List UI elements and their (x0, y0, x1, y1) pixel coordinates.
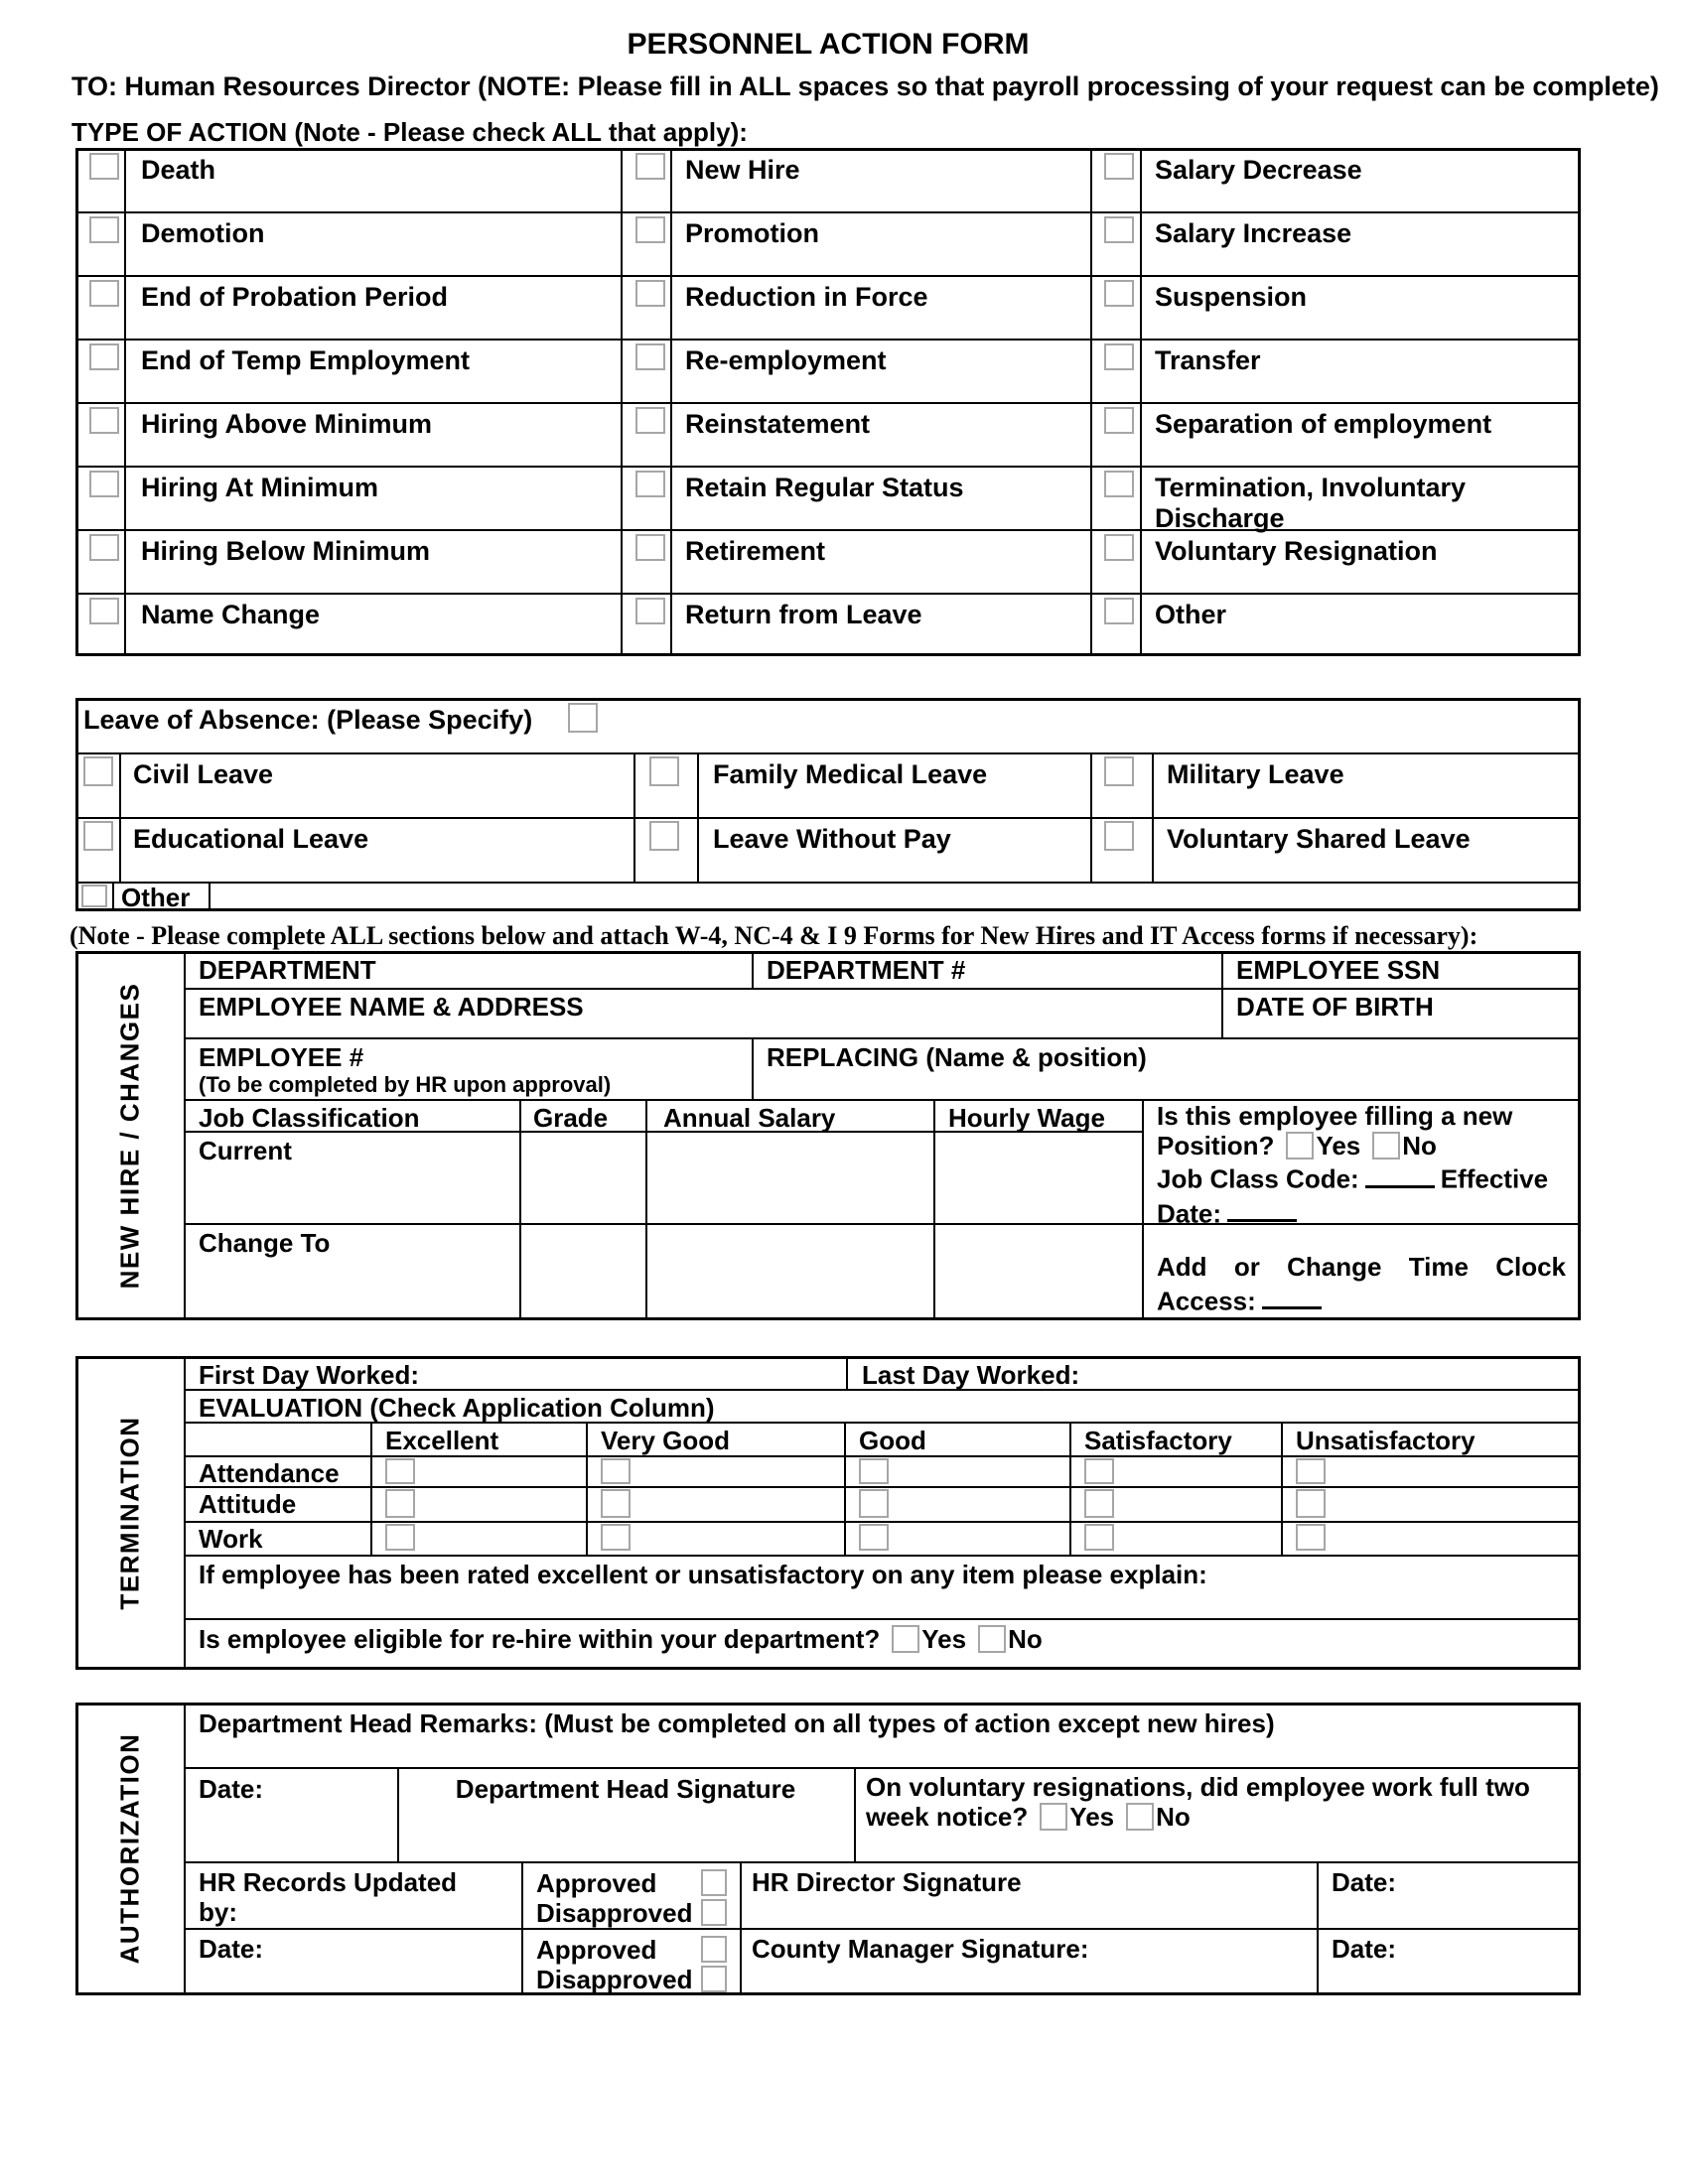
type-of-action-heading: TYPE OF ACTION (Note - Please check ALL that apply): (71, 117, 748, 147)
field-department-number: DEPARTMENT # (767, 955, 966, 985)
checkbox-death[interactable] (89, 153, 119, 180)
checkbox-salary-decrease[interactable] (1104, 153, 1134, 180)
no-label: No (1008, 1624, 1043, 1654)
hr-approval-block (536, 1869, 727, 1928)
checkbox-other-action[interactable] (1104, 598, 1134, 624)
evaluation-heading: EVALUATION (Check Application Column) (199, 1393, 715, 1423)
no-label: No (1156, 1801, 1191, 1832)
time-clock-field[interactable] (1262, 1283, 1322, 1310)
divider (1140, 150, 1142, 654)
checkbox-other-leave[interactable] (81, 885, 107, 907)
criterion-label: Attitude (199, 1489, 297, 1519)
checkbox-attendance-unsatisfactory[interactable] (1296, 1458, 1326, 1484)
checkbox-two-week-notice-no[interactable] (1126, 1803, 1154, 1831)
voluntary-question-line (866, 1773, 1573, 1832)
criterion-label: Work (199, 1524, 263, 1554)
checkbox-hr-approved[interactable] (701, 1869, 727, 1896)
field-department: DEPARTMENT (199, 955, 376, 985)
action-label: Re-employment (685, 345, 887, 375)
divider (752, 1037, 754, 1099)
divider (1142, 1099, 1144, 1320)
checkbox-educational-leave[interactable] (83, 821, 113, 851)
checkbox-leave-without-pay[interactable] (649, 821, 679, 851)
col-grade: Grade (533, 1103, 609, 1133)
divider (933, 1099, 935, 1320)
effective-date-label: Effective Date: (1157, 1163, 1549, 1229)
filling-position-block (1157, 1102, 1569, 1229)
checkbox-reinstatement[interactable] (635, 407, 665, 434)
field-employee-number: EMPLOYEE # (199, 1042, 364, 1072)
divider (1090, 752, 1092, 882)
checkbox-termination-involuntary-discharge[interactable] (1104, 471, 1134, 497)
checkbox-cm-approved[interactable] (701, 1936, 727, 1963)
divider (184, 1767, 1579, 1769)
divider (370, 1422, 372, 1555)
action-label: End of Temp Employment (141, 345, 471, 375)
hr-director-signature-label: HR Director Signature (752, 1867, 1022, 1897)
checkbox-return-from-leave[interactable] (635, 598, 665, 624)
date-label: Date: (199, 1774, 264, 1804)
disapproved-label: Disapproved (536, 1897, 693, 1928)
job-class-code-label: Job Class Code: (1157, 1163, 1359, 1194)
divider (77, 882, 1579, 884)
leave-label: Civil Leave (133, 759, 274, 789)
checkbox-filling-position-yes[interactable] (1286, 1132, 1314, 1160)
action-label: Promotion (685, 218, 819, 248)
divider (112, 882, 114, 909)
cm-disapproved-line (536, 1966, 727, 1995)
checkbox-attendance-excellent[interactable] (385, 1458, 415, 1484)
note-line: (Note - Please complete ALL sections below and attach W-4, NC-4 & I 9 Forms for New Hires and IT Access forms if necessary): (70, 921, 1478, 950)
divider (184, 988, 1579, 990)
divider (184, 1861, 1579, 1863)
action-label: Demotion (141, 218, 265, 248)
leave-label: Military Leave (1167, 759, 1344, 789)
action-label: Hiring Below Minimum (141, 536, 431, 566)
checkbox-rehire-no[interactable] (978, 1625, 1006, 1653)
action-label: Reduction in Force (685, 282, 928, 312)
first-day-worked-label: First Day Worked: (199, 1360, 420, 1390)
date-label: Date: (1332, 1934, 1397, 1964)
field-employee-number-note: (To be completed by HR upon approval) (199, 1072, 612, 1097)
checkbox-demotion[interactable] (89, 216, 119, 243)
checkbox-attitude-unsatisfactory[interactable] (1296, 1489, 1326, 1518)
rehire-question: Is employee eligible for re-hire within your department? (199, 1624, 881, 1654)
job-class-code-line (1157, 1160, 1569, 1229)
checkbox-re-employment[interactable] (635, 343, 665, 370)
divider (844, 1422, 846, 1555)
checkbox-transfer[interactable] (1104, 343, 1134, 370)
checkbox-name-change[interactable] (89, 598, 119, 624)
checkbox-separation-of-employment[interactable] (1104, 407, 1134, 434)
divider (697, 752, 699, 882)
divider (124, 150, 126, 654)
checkbox-military-leave[interactable] (1104, 756, 1134, 786)
leave-label: Educational Leave (133, 824, 369, 854)
action-label: Return from Leave (685, 600, 922, 629)
action-label: New Hire (685, 155, 800, 185)
checkbox-voluntary-resignation[interactable] (1104, 534, 1134, 561)
col-hourly-wage: Hourly Wage (948, 1103, 1105, 1133)
divider (519, 1099, 521, 1320)
hr-approved-line (536, 1869, 727, 1899)
criterion-label: Attendance (199, 1458, 340, 1488)
rating-header: Satisfactory (1084, 1426, 1232, 1455)
divider (77, 466, 1579, 468)
divider (1152, 752, 1154, 882)
checkbox-promotion[interactable] (635, 216, 665, 243)
county-manager-signature-label: County Manager Signature: (752, 1934, 1089, 1964)
yes-label: Yes (1316, 1130, 1361, 1160)
divider (184, 1521, 1579, 1523)
action-label: Hiring Above Minimum (141, 409, 433, 439)
section-label-termination: TERMINATION (114, 1416, 145, 1610)
action-label: Retirement (685, 536, 826, 566)
action-label: Other (1155, 600, 1227, 629)
divider (184, 953, 186, 1318)
leave-label: Family Medical Leave (713, 759, 988, 789)
checkbox-attendance-good[interactable] (859, 1458, 889, 1484)
checkbox-attendance-satisfactory[interactable] (1084, 1458, 1114, 1484)
action-label: Salary Increase (1155, 218, 1352, 248)
field-date-of-birth: DATE OF BIRTH (1236, 992, 1434, 1022)
checkbox-attendance-very-good[interactable] (601, 1458, 631, 1484)
divider (1090, 150, 1092, 654)
checkbox-work-very-good[interactable] (601, 1524, 631, 1551)
checkbox-retain-regular-status[interactable] (635, 471, 665, 497)
action-label: End of Probation Period (141, 282, 448, 312)
dept-head-signature-label: Department Head Signature (455, 1774, 796, 1804)
divider (184, 1555, 1579, 1557)
divider (521, 1861, 523, 1993)
action-label: Suspension (1155, 282, 1308, 312)
action-label: Retain Regular Status (685, 473, 964, 502)
field-replacing: REPLACING (Name & position) (767, 1042, 1147, 1072)
explain-label: If employee has been rated excellent or unsatisfactory on any item please explain: (199, 1560, 1207, 1589)
checkbox-voluntary-shared-leave[interactable] (1104, 821, 1134, 851)
divider (1317, 1861, 1319, 1993)
checkbox-end-of-probation-period[interactable] (89, 280, 119, 307)
date-label: Date: (1332, 1867, 1397, 1897)
checkbox-hiring-below-minimum[interactable] (89, 534, 119, 561)
checkbox-two-week-notice-yes[interactable] (1040, 1803, 1067, 1831)
divider (77, 752, 1579, 754)
divider (184, 1037, 1579, 1039)
disapproved-label: Disapproved (536, 1964, 693, 1994)
divider (184, 1705, 186, 1993)
divider (119, 752, 121, 882)
action-label: Salary Decrease (1155, 155, 1362, 185)
checkbox-civil-leave[interactable] (83, 756, 113, 786)
divider (77, 817, 1579, 819)
divider (846, 1356, 848, 1389)
rehire-question-line (199, 1625, 1043, 1655)
checkbox-retirement[interactable] (635, 534, 665, 561)
section-label-authorization: AUTHORIZATION (114, 1732, 145, 1965)
hr-records-updated-label: HR Records Updated by: (199, 1867, 458, 1927)
voluntary-question: On voluntary resignations, did employee work full two week notice? (866, 1772, 1530, 1832)
rating-header: Very Good (601, 1426, 731, 1455)
checkbox-work-excellent[interactable] (385, 1524, 415, 1551)
checkbox-hiring-above-minimum[interactable] (89, 407, 119, 434)
yes-label: Yes (921, 1624, 967, 1654)
section-label-new-hire-changes: NEW HIRE / CHANGES (114, 982, 145, 1290)
hr-disapproved-line (536, 1899, 727, 1929)
rating-header: Unsatisfactory (1296, 1426, 1476, 1455)
date-label: Date: (199, 1934, 264, 1964)
divider (209, 882, 211, 909)
checkbox-leave-of-absence[interactable] (568, 703, 598, 733)
checkbox-salary-increase[interactable] (1104, 216, 1134, 243)
divider (740, 1861, 742, 1993)
action-label: Death (141, 155, 216, 185)
field-employee-name-address: EMPLOYEE NAME & ADDRESS (199, 992, 584, 1022)
checkbox-work-good[interactable] (859, 1524, 889, 1551)
rating-header: Excellent (385, 1426, 499, 1455)
divider (1069, 1422, 1071, 1555)
divider (184, 1928, 1579, 1930)
checkbox-work-unsatisfactory[interactable] (1296, 1524, 1326, 1551)
action-label: Name Change (141, 600, 321, 629)
checkbox-end-of-temp-employment[interactable] (89, 343, 119, 370)
checkbox-new-hire[interactable] (635, 153, 665, 180)
cm-approval-block (536, 1936, 727, 1994)
to-line: TO: Human Resources Director (NOTE: Please fill in ALL spaces so that payroll processing of your request can be complete) (71, 71, 1659, 101)
divider (77, 593, 1579, 595)
checkbox-attitude-good[interactable] (859, 1489, 889, 1518)
action-label: Voluntary Resignation (1155, 536, 1438, 566)
effective-date-field[interactable] (1227, 1195, 1297, 1223)
checkbox-attitude-excellent[interactable] (385, 1489, 415, 1518)
checkbox-reduction-in-force[interactable] (635, 280, 665, 307)
row-current: Current (199, 1136, 292, 1165)
divider (1221, 951, 1223, 1037)
divider (184, 1618, 1579, 1620)
action-label: Hiring At Minimum (141, 473, 378, 502)
rating-header: Good (859, 1426, 926, 1455)
divider (77, 211, 1579, 213)
yes-label: Yes (1069, 1801, 1115, 1832)
divider (184, 1486, 1579, 1488)
action-label: Transfer (1155, 345, 1261, 375)
checkbox-hr-disapproved[interactable] (701, 1899, 727, 1926)
action-label: Termination, Involuntary Discharge (1155, 473, 1467, 533)
filling-position-question: Is this employee filling a new Position? (1157, 1101, 1513, 1160)
leave-heading: Leave of Absence: (Please Specify) (83, 705, 533, 735)
checkbox-hiring-at-minimum[interactable] (89, 471, 119, 497)
checkbox-rehire-yes[interactable] (892, 1625, 919, 1653)
filling-position-question-line (1157, 1102, 1569, 1160)
remarks-label: Department Head Remarks: (Must be completed on all types of action except new hires) (199, 1708, 1275, 1738)
last-day-worked-label: Last Day Worked: (862, 1360, 1080, 1390)
checkbox-filling-position-no[interactable] (1372, 1132, 1400, 1160)
divider (184, 1358, 186, 1668)
checkbox-attitude-satisfactory[interactable] (1084, 1489, 1114, 1518)
divider (77, 339, 1579, 341)
approved-label: Approved (536, 1935, 657, 1965)
divider (633, 752, 635, 882)
checkbox-cm-disapproved[interactable] (701, 1966, 727, 1992)
divider (854, 1767, 856, 1861)
leave-label: Voluntary Shared Leave (1167, 824, 1471, 854)
no-label: No (1402, 1130, 1437, 1160)
checkbox-suspension[interactable] (1104, 280, 1134, 307)
action-label: Reinstatement (685, 409, 871, 439)
col-annual-salary: Annual Salary (663, 1103, 836, 1133)
checkbox-family-medical-leave[interactable] (649, 756, 679, 786)
approved-label: Approved (536, 1868, 657, 1898)
leave-other-label: Other (121, 883, 191, 912)
checkbox-attitude-very-good[interactable] (601, 1489, 631, 1518)
divider (77, 275, 1579, 277)
checkbox-work-satisfactory[interactable] (1084, 1524, 1114, 1551)
divider (586, 1422, 588, 1555)
time-clock-block (1157, 1253, 1566, 1316)
col-job-classification: Job Classification (199, 1103, 420, 1133)
page-title: PERSONNEL ACTION FORM (627, 28, 1030, 61)
field-employee-ssn: EMPLOYEE SSN (1236, 955, 1441, 985)
divider (1281, 1422, 1283, 1555)
action-label: Separation of employment (1155, 409, 1492, 439)
leave-label: Leave Without Pay (713, 824, 951, 854)
divider (645, 1099, 647, 1320)
job-class-code-field[interactable] (1365, 1160, 1435, 1188)
divider (621, 150, 623, 654)
divider (752, 951, 754, 988)
row-change-to: Change To (199, 1228, 331, 1258)
cm-approved-line (536, 1936, 727, 1966)
time-clock-label: Add or Change Time Clock Access: (1157, 1252, 1566, 1316)
divider (77, 402, 1579, 404)
divider (670, 150, 672, 654)
